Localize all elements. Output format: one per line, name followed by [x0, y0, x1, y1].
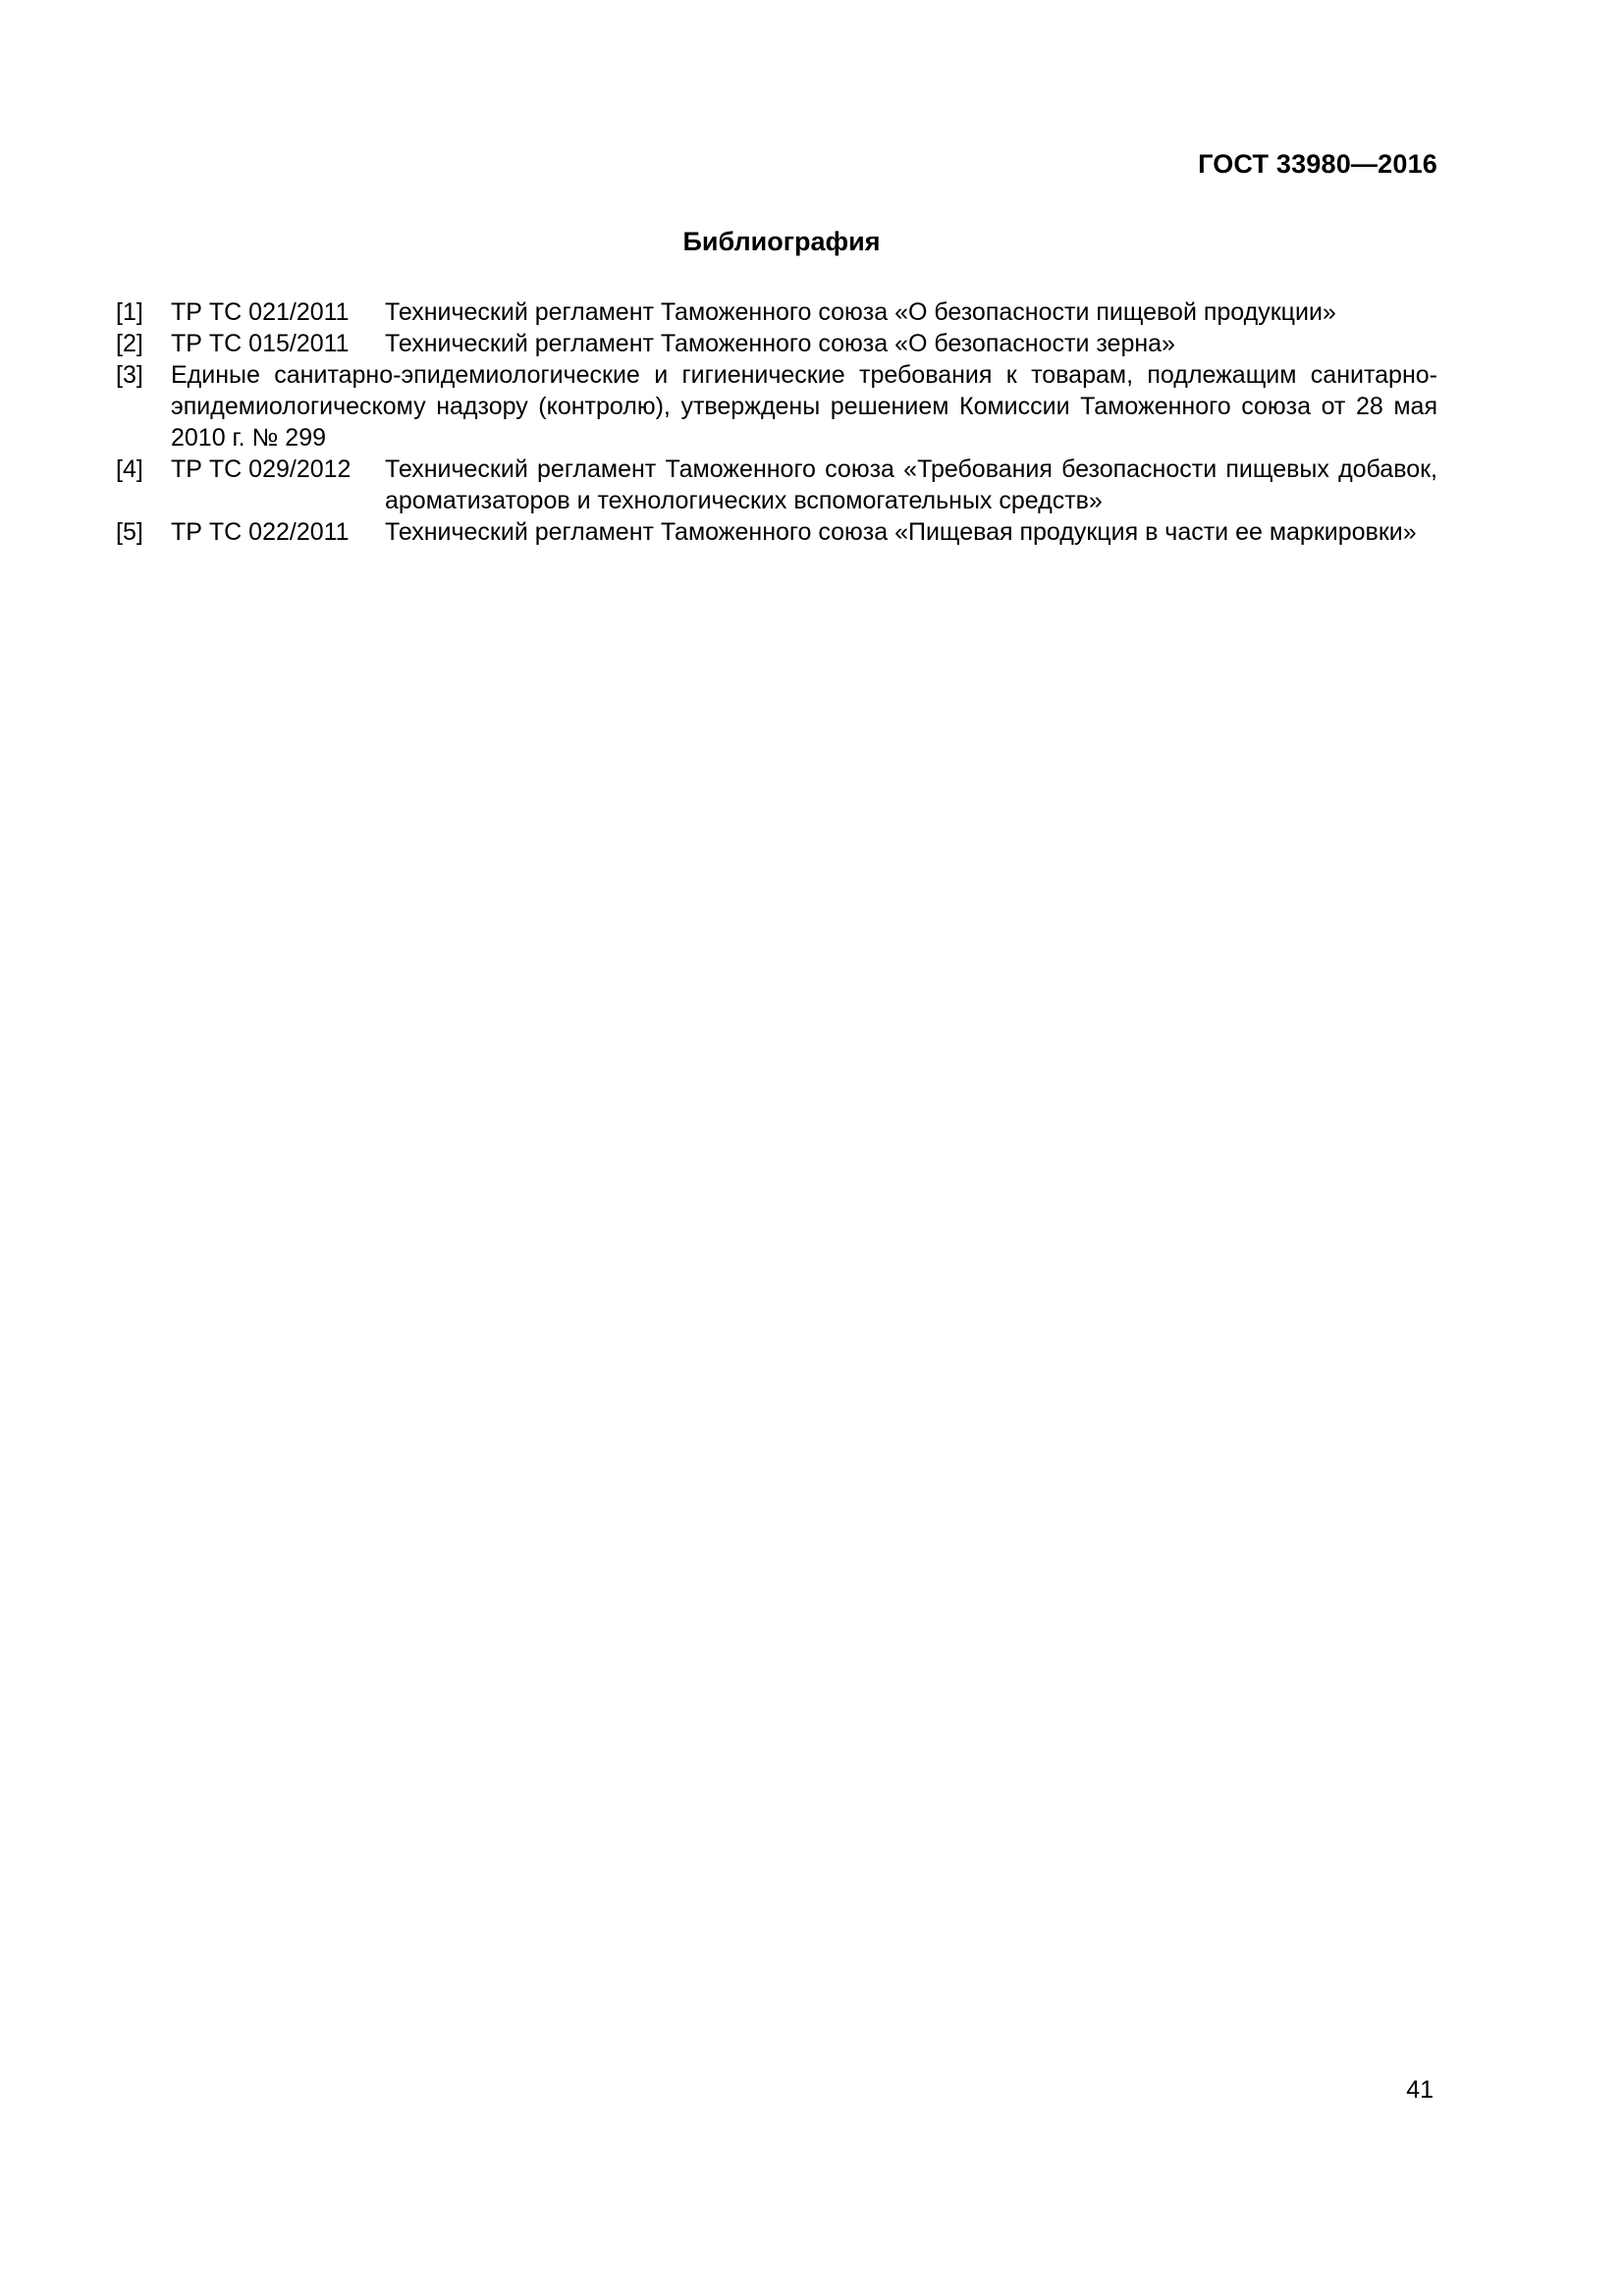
bibliography-item-text: Технический регламент Таможенного союза «Требования безопасности пищевых добавок, ароматизаторов и технологических вспомогательных средств» — [385, 455, 1437, 514]
bibliography-item — [116, 454, 1437, 516]
bibliography-list — [116, 296, 1437, 548]
bibliography-item — [116, 328, 1437, 359]
bibliography-item-text: Технический регламент Таможенного союза «Пищевая продукция в части ее маркировки» — [385, 518, 1417, 546]
bibliography-item-number: [1] — [116, 298, 143, 326]
bibliography-item — [116, 296, 1437, 328]
bibliography-item — [116, 359, 1437, 454]
bibliography-item — [116, 516, 1437, 548]
bibliography-item-number: [5] — [116, 518, 143, 546]
page-number: 41 — [1406, 2076, 1434, 2104]
bibliography-item-number: [2] — [116, 330, 143, 357]
bibliography-item-code: ТР ТС 022/2011 — [171, 518, 350, 546]
bibliography-item-code: ТР ТС 029/2012 — [171, 455, 352, 483]
bibliography-item-number: [4] — [116, 455, 143, 483]
bibliography-item-text: Единые санитарно-эпидемиологические и гигиенические требования к товарам, подлежащим санитарно-эпидемиологическому надзору (контролю), утверждены решением Комиссии Таможенного союза от 28 мая 2010 г. № 299 — [171, 361, 1437, 452]
bibliography-item-text: Технический регламент Таможенного союза «О безопасности зерна» — [385, 330, 1175, 357]
bibliography-item-text: Технический регламент Таможенного союза «О безопасности пищевой продукции» — [385, 298, 1336, 326]
document-code: ГОСТ 33980—2016 — [1198, 149, 1437, 179]
bibliography-item-code: ТР ТС 015/2011 — [171, 330, 350, 357]
bibliography-item-code: ТР ТС 021/2011 — [171, 298, 350, 326]
bibliography-title: Библиография — [682, 227, 881, 256]
bibliography-item-number: [3] — [116, 361, 143, 389]
